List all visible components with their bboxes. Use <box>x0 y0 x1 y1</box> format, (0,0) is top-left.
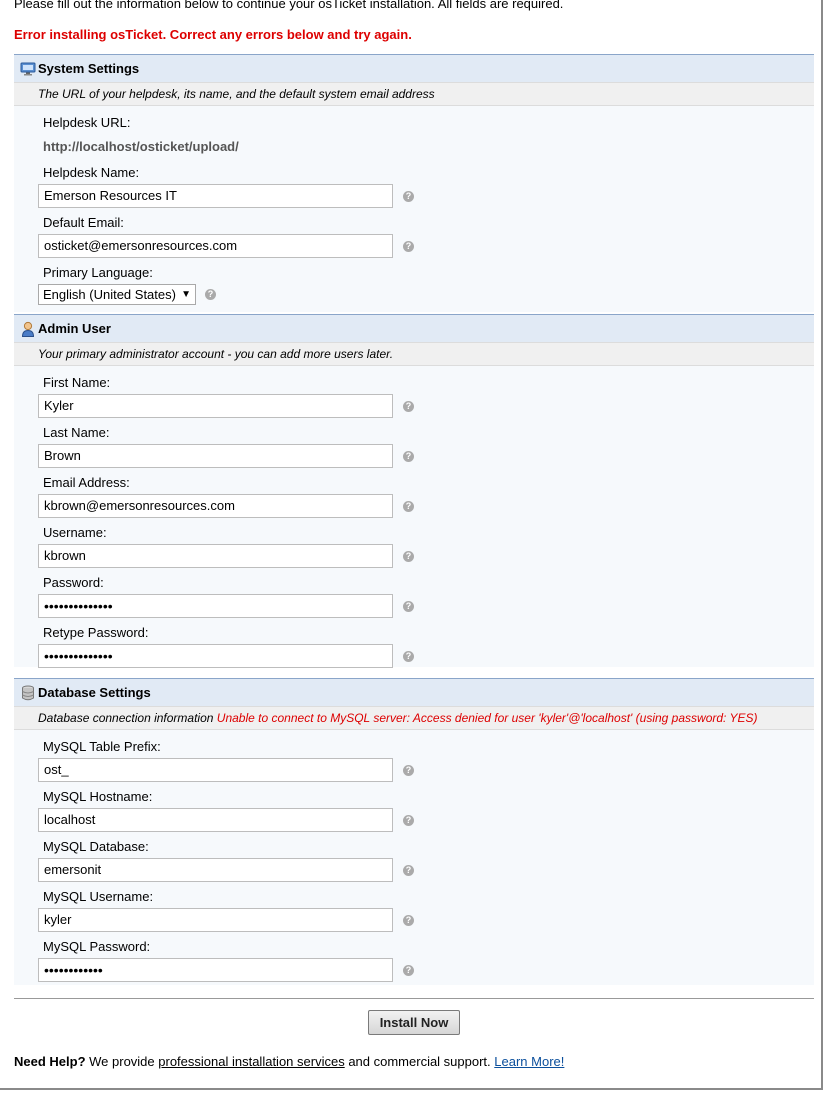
database-settings-description: Database connection information <box>38 711 214 725</box>
user-icon <box>19 321 37 337</box>
last-name-label: Last Name: <box>43 425 110 440</box>
retype-password-input[interactable]: •••••••••••••• <box>38 644 393 668</box>
email-address-input[interactable]: kbrown@emersonresources.com <box>38 494 393 518</box>
dropdown-arrow-icon: ▼ <box>181 289 191 300</box>
mysql-password-input[interactable]: •••••••••••• <box>38 958 393 982</box>
retype-password-label: Retype Password: <box>43 625 149 640</box>
help-icon[interactable]: ? <box>403 865 414 876</box>
system-settings-subtitle <box>14 82 814 106</box>
form-divider <box>14 998 814 999</box>
helpdesk-name-label: Helpdesk Name: <box>43 165 140 180</box>
username-input[interactable]: kbrown <box>38 544 393 568</box>
install-now-button[interactable]: Install Now <box>368 1010 460 1035</box>
database-settings-header <box>14 678 814 706</box>
need-help-line <box>14 1054 564 1069</box>
table-prefix-input[interactable]: ost_ <box>38 758 393 782</box>
system-settings-header <box>14 54 814 82</box>
database-input[interactable]: emersonit <box>38 858 393 882</box>
primary-language-select[interactable] <box>38 284 196 305</box>
last-name-input[interactable]: Brown <box>38 444 393 468</box>
computer-icon <box>19 61 37 77</box>
help-icon[interactable]: ? <box>403 815 414 826</box>
mysql-username-label: MySQL Username: <box>43 889 154 904</box>
password-label: Password: <box>43 575 104 590</box>
system-settings-section <box>14 54 814 312</box>
need-help-text-2: and commercial support. <box>344 1054 495 1069</box>
primary-language-value: English (United States) <box>43 287 176 302</box>
table-prefix-label: MySQL Table Prefix: <box>43 739 161 754</box>
error-message: Error installing osTicket. Correct any errors below and try again. <box>14 27 412 42</box>
help-icon[interactable]: ? <box>403 401 414 412</box>
mysql-username-input[interactable]: kyler <box>38 908 393 932</box>
default-email-label: Default Email: <box>43 215 124 230</box>
help-icon[interactable]: ? <box>205 289 216 300</box>
default-email-input[interactable]: osticket@emersonresources.com <box>38 234 393 258</box>
database-error-message: Unable to connect to MySQL server: Access denied for user 'kyler'@'localhost' (using password: YES) <box>216 711 758 725</box>
admin-user-section <box>14 314 814 667</box>
help-icon[interactable]: ? <box>403 191 414 202</box>
need-help-label: Need Help? <box>14 1054 86 1069</box>
database-settings-section <box>14 678 814 985</box>
installation-services-link[interactable]: professional installation services <box>158 1054 345 1069</box>
system-settings-title: System Settings <box>38 61 140 76</box>
database-icon <box>19 685 37 701</box>
hostname-input[interactable]: localhost <box>38 808 393 832</box>
first-name-input[interactable]: Kyler <box>38 394 393 418</box>
help-icon[interactable]: ? <box>403 601 414 612</box>
helpdesk-url-value: http://localhost/osticket/upload/ <box>43 139 239 154</box>
help-icon[interactable]: ? <box>403 451 414 462</box>
help-icon[interactable]: ? <box>403 551 414 562</box>
mysql-password-label: MySQL Password: <box>43 939 151 954</box>
admin-user-description: Your primary administrator account - you can add more users later. <box>38 347 394 361</box>
helpdesk-name-input[interactable]: Emerson Resources IT <box>38 184 393 208</box>
admin-user-title: Admin User <box>38 321 111 336</box>
help-icon[interactable]: ? <box>403 241 414 252</box>
helpdesk-url-label: Helpdesk URL: <box>43 115 131 130</box>
database-settings-subtitle <box>14 706 814 730</box>
first-name-label: First Name: <box>43 375 111 390</box>
need-help-text-1: We provide <box>85 1054 159 1069</box>
primary-language-label: Primary Language: <box>43 265 153 280</box>
help-icon[interactable]: ? <box>403 915 414 926</box>
system-settings-description: The URL of your helpdesk, its name, and the default system email address <box>38 87 435 101</box>
password-input[interactable]: •••••••••••••• <box>38 594 393 618</box>
help-icon[interactable]: ? <box>403 765 414 776</box>
email-address-label: Email Address: <box>43 475 130 490</box>
hostname-label: MySQL Hostname: <box>43 789 153 804</box>
database-label: MySQL Database: <box>43 839 149 854</box>
intro-text: Please fill out the information below to continue your osTicket installation. All fields are required. <box>14 0 564 11</box>
database-settings-title: Database Settings <box>38 685 151 700</box>
help-icon[interactable]: ? <box>403 651 414 662</box>
admin-user-subtitle <box>14 342 814 366</box>
help-icon[interactable]: ? <box>403 501 414 512</box>
learn-more-link[interactable]: Learn More! <box>494 1054 565 1069</box>
username-label: Username: <box>43 525 107 540</box>
help-icon[interactable]: ? <box>403 965 414 976</box>
admin-user-header <box>14 314 814 342</box>
